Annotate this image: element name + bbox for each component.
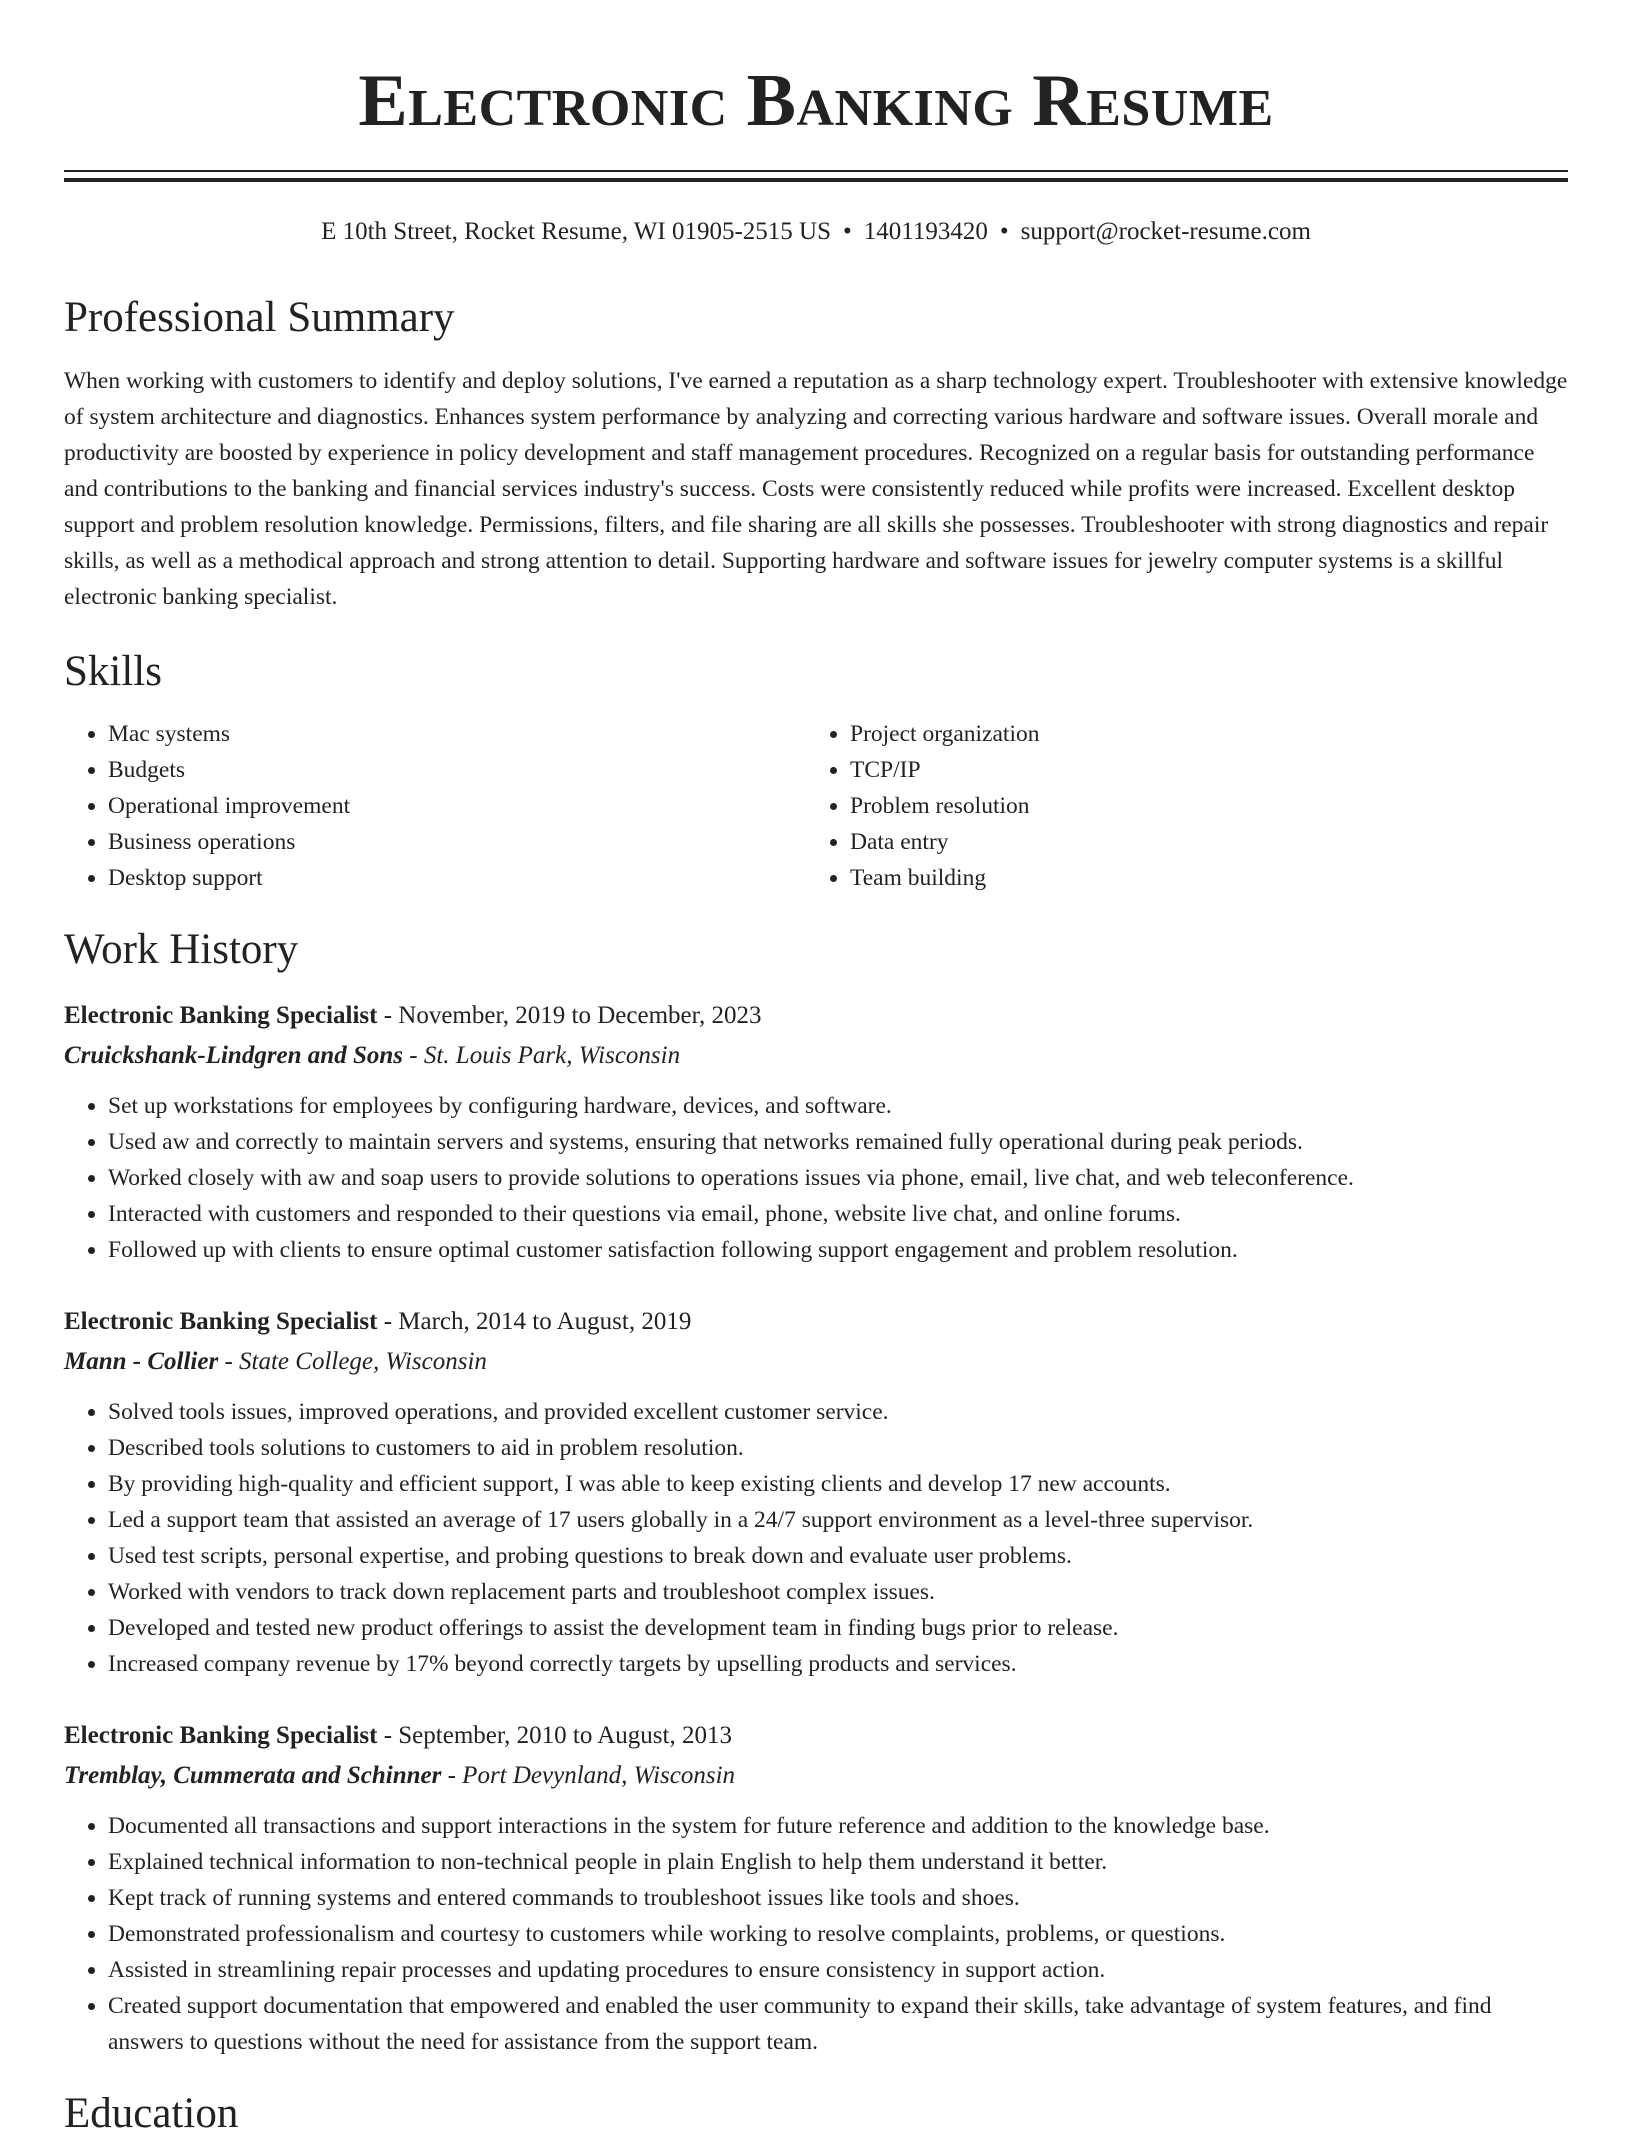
section-heading-summary: Professional Summary (64, 294, 455, 341)
section-heading-skills: Skills (64, 648, 162, 696)
job-location: - Port Devynland, Wisconsin (441, 1761, 736, 1789)
job-bullet: • Interacted with customers and responded to their questions via email, phone, website live chat, and online forums. (108, 1196, 1568, 1232)
skills-list-left (64, 716, 806, 896)
job-bullet: • Worked closely with aw and soap users to provide solutions to operations issues via phone, email, live chat, and web teleconference. (108, 1160, 1568, 1196)
contact-address: E 10th Street, Rocket Resume, WI 01905-2515 US (321, 218, 831, 245)
job-bullet: • Created support documentation that empowered and enabled the user community to expand their skills, take advantage of system features, and find answers to questions without the need for assistance from the support team. (108, 1988, 1568, 2060)
summary-text: When working with customers to identify and deploy solutions, I've earned a reputation as a sharp technology expert. Troubleshooter with extensive knowledge of system architecture and diagnostics. Enhances system performance by analyzing and correcting various hardware and software issues. Overall morale and productivity are boosted by experience in policy development and staff management procedures. Recognized on a regular basis for outstanding performance and contributions to the banking and financial services industry's success. Costs were consistently reduced while profits were increased. Excellent desktop support and problem resolution knowledge. Permissions, filters, and file sharing are all skills she possesses. Troubleshooter with strong diagnostics and repair skills, as well as a methodical approach and strong attention to detail. Supporting hardware and software issues for jewelry computer systems is a skillful electronic banking specialist. (64, 368, 1568, 611)
job-title-line (64, 1716, 1568, 1756)
job-bullet: • Used aw and correctly to maintain servers and systems, ensuring that networks remained fully operational during peak periods. (108, 1124, 1568, 1160)
title-divider-thick (64, 178, 1568, 182)
job-title-line (64, 996, 1568, 1036)
skill-item: • TCP/IP (850, 752, 1568, 788)
job-bullet: • Increased company revenue by 17% beyond correctly targets by upselling products and services. (108, 1646, 1568, 1682)
skill-item: • Project organization (850, 716, 1568, 752)
job-bullet: • Developed and tested new product offerings to assist the development team in finding bugs prior to release. (108, 1610, 1568, 1646)
job-bullets (64, 1808, 1568, 2060)
skill-item: • Budgets (108, 752, 806, 788)
job-company: Mann - Collier (64, 1347, 219, 1375)
skill-item: • Problem resolution (850, 788, 1568, 824)
job-bullet: • Demonstrated professionalism and courtesy to customers while working to resolve complaints, problems, or questions. (108, 1916, 1568, 1952)
section-heading-education: Education (64, 2089, 239, 2137)
skill-item: • Team building (850, 860, 1568, 896)
section-heading-work-history: Work History (64, 925, 299, 973)
job-company: Cruickshank-Lindgren and Sons (64, 1041, 404, 1069)
job-company-line (64, 1036, 1568, 1076)
skill-item: • Desktop support (108, 860, 806, 896)
job-bullet: • Assisted in streamlining repair processes and updating procedures to ensure consistency in support action. (108, 1952, 1568, 1988)
job-entry (64, 1302, 1568, 1682)
job-location: - State College, Wisconsin (218, 1347, 487, 1375)
job-bullet: • Set up workstations for employees by configuring hardware, devices, and software. (108, 1088, 1568, 1124)
skill-item: • Data entry (850, 824, 1568, 860)
contact-phone: 1401193420 (863, 218, 988, 245)
job-title-line (64, 1302, 1568, 1342)
skill-item: • Mac systems (108, 716, 806, 752)
job-location: - St. Louis Park, Wisconsin (403, 1041, 681, 1069)
job-bullet: • Worked with vendors to track down replacement parts and troubleshoot complex issues. (108, 1574, 1568, 1610)
job-role: Electronic Banking Specialist (64, 1721, 378, 1749)
contact-email: support@rocket-resume.com (1020, 218, 1311, 245)
skill-item: • Business operations (108, 824, 806, 860)
job-entry (64, 1716, 1568, 2060)
job-bullet: • Led a support team that assisted an average of 17 users globally in a 24/7 support environment as a level-three supervisor. (108, 1502, 1568, 1538)
skill-item: • Operational improvement (108, 788, 806, 824)
skills-grid (64, 716, 1568, 896)
job-company-line (64, 1342, 1568, 1382)
job-bullet: • Followed up with clients to ensure optimal customer satisfaction following support engagement and problem resolution. (108, 1232, 1568, 1268)
job-bullet: • Used test scripts, personal expertise, and probing questions to break down and evaluate user problems. (108, 1538, 1568, 1574)
job-bullet: • Kept track of running systems and entered commands to troubleshoot issues like tools and shoes. (108, 1880, 1568, 1916)
resume-title: Electronic Banking Resume (358, 60, 1274, 142)
job-bullet: • Solved tools issues, improved operations, and provided excellent customer service. (108, 1394, 1568, 1430)
job-dates: - November, 2019 to December, 2023 (377, 1001, 762, 1029)
contact-separator: • (999, 218, 1009, 245)
job-bullet: • Described tools solutions to customers to aid in problem resolution. (108, 1430, 1568, 1466)
job-role: Electronic Banking Specialist (64, 1001, 378, 1029)
job-role: Electronic Banking Specialist (64, 1307, 378, 1335)
job-bullet: • Documented all transactions and support interactions in the system for future reference and addition to the knowledge base. (108, 1808, 1568, 1844)
job-bullet: • Explained technical information to non-technical people in plain English to help them understand it better. (108, 1844, 1568, 1880)
title-divider-thin (64, 170, 1568, 172)
contact-line (64, 217, 1568, 247)
contact-separator: • (842, 218, 852, 245)
job-company-line (64, 1756, 1568, 1796)
job-dates: - March, 2014 to August, 2019 (377, 1307, 692, 1335)
job-company: Tremblay, Cummerata and Schinner (64, 1761, 442, 1789)
job-bullets (64, 1394, 1568, 1682)
job-entry (64, 996, 1568, 1268)
skills-list-right (806, 716, 1568, 896)
job-bullets (64, 1088, 1568, 1268)
job-bullet: • By providing high-quality and efficient support, I was able to keep existing clients and develop 17 new accounts. (108, 1466, 1568, 1502)
job-dates: - September, 2010 to August, 2013 (377, 1721, 732, 1749)
